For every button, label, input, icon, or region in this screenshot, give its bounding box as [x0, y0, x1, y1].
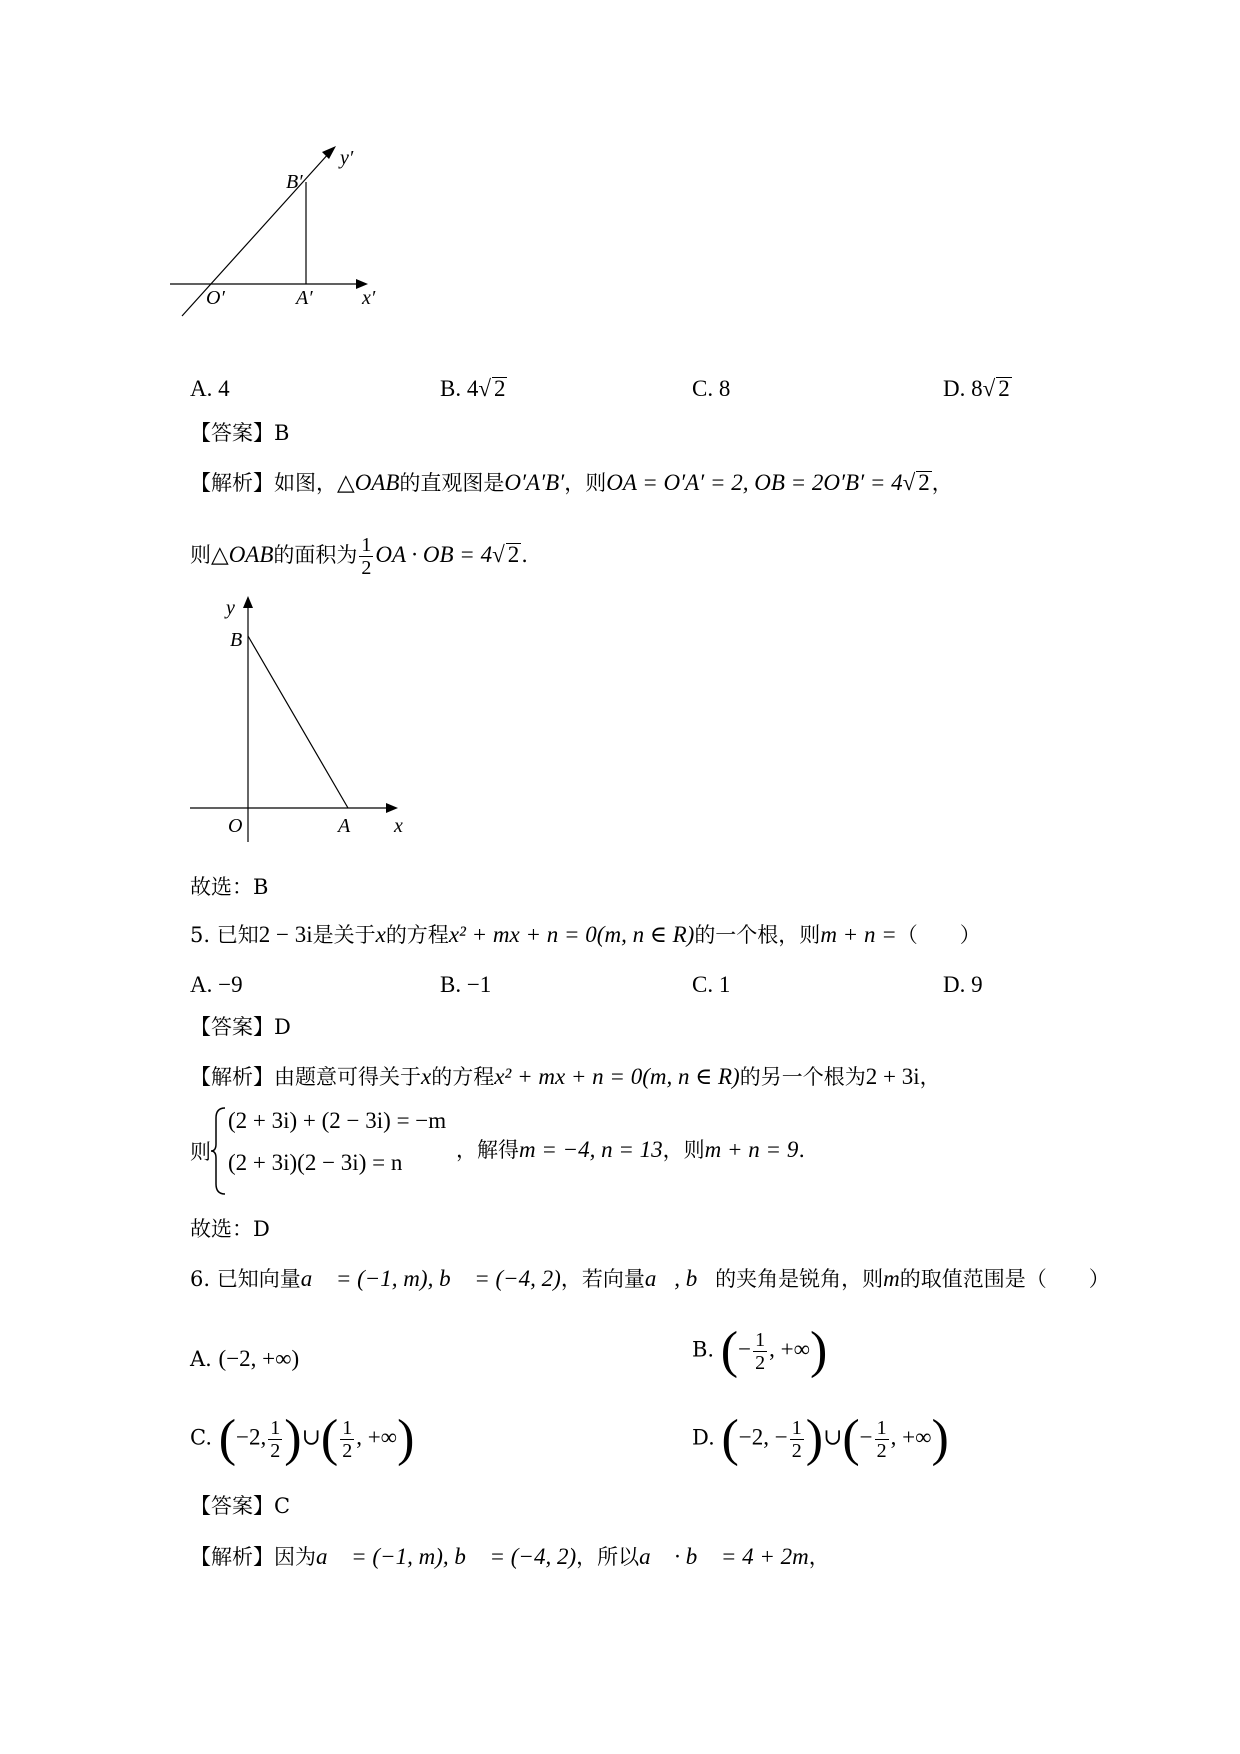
- label-o: O: [228, 815, 243, 837]
- q4-analysis-line2: 则△OAB的面积为 $\frac{1}{2}$ OA · OB = 4√ 2.: [190, 534, 528, 579]
- q4-option-a: A. 4: [190, 376, 230, 401]
- x-arrow: [386, 803, 398, 813]
- label-x-prime: x′: [362, 287, 376, 309]
- q6-option-c: C. (−2, $\frac{1}{2}$ )∪( $\frac{1}{2}$ , +∞): [190, 1410, 415, 1467]
- y-prime-arrow: [322, 146, 336, 159]
- y-arrow: [243, 596, 253, 608]
- q4-option-b: B. 4√ 2: [440, 376, 506, 401]
- q5-analysis-line1: 【解析】由题意可得关于x的方程x² + mx + n = 0(m, n ∈ R)的另一个根为2 + 3i，: [190, 1064, 941, 1089]
- left-brace: [210, 1106, 228, 1196]
- q6-option-b: B. (− $\frac{1}{2}$ , +∞): [692, 1322, 828, 1379]
- figure-original-triangle: [188, 590, 418, 850]
- q5-stem: 5. 已知2 − 3i是关于x的方程x² + mx + n = 0(m, n ∈ R)的一个根，则m + n =（ ）: [190, 922, 981, 947]
- q6-option-a: A. (−2, +∞): [190, 1346, 300, 1371]
- q5-option-a: A. −9: [190, 972, 243, 997]
- q4-option-d: D. 8√ 2: [943, 376, 1010, 401]
- label-y: y: [226, 597, 235, 619]
- label-y-prime: y′: [340, 147, 354, 169]
- segment-ab: [248, 636, 348, 808]
- q6-answer: 【答案】C: [190, 1494, 291, 1518]
- q6-stem: 6. 已知向量a⃗ = (−1, m), b⃗ = (−4, 2)，若向量a⃗, b⃗的夹角是锐角，则m的取值范围是（ ）: [190, 1266, 1110, 1291]
- q5-choice: 故选：D: [190, 1217, 270, 1241]
- q5-system-eq2: (2 + 3i)(2 − 3i) = n: [228, 1150, 403, 1175]
- q5-system-prefix: 则: [190, 1140, 211, 1164]
- label-b: B: [230, 629, 243, 651]
- q6-option-d: D. (−2, − $\frac{1}{2}$ )∪(− $\frac{1}{2}$ , +∞): [692, 1410, 949, 1467]
- label-o-prime: O′: [206, 287, 225, 309]
- q5-option-d: D. 9: [943, 972, 983, 997]
- q4-analysis-line1: 【解析】如图，△OAB的直观图是O′A′B′，则OA = O′A′ = 2, OB = 2O′B′ = 4√ 2，: [190, 470, 953, 495]
- fraction-one-half: $\frac{1}{2}$: [361, 534, 372, 579]
- q5-system-eq1: (2 + 3i) + (2 − 3i) = −m: [228, 1108, 447, 1133]
- label-b-prime: B′: [286, 171, 303, 193]
- q5-answer: 【答案】D: [190, 1015, 291, 1039]
- q4-option-c: C. 8: [692, 376, 731, 401]
- q4-choice: 故选：B: [190, 875, 269, 899]
- q5-system-solution: ，解得m = −4, n = 13，则m + n = 9.: [456, 1137, 806, 1162]
- q5-option-b: B. −1: [440, 972, 492, 997]
- q6-analysis-line1: 【解析】因为a⃗ = (−1, m), b⃗ = (−4, 2)，所以a⃗ · b⃗ = 4 + 2m，: [190, 1544, 830, 1569]
- label-a: A: [338, 815, 351, 837]
- q5-option-c: C. 1: [692, 972, 731, 997]
- figure-intuitive-diagram: [170, 140, 410, 330]
- label-x: x: [394, 815, 403, 837]
- label-a-prime: A′: [296, 287, 313, 309]
- q4-answer: 【答案】B: [190, 421, 290, 445]
